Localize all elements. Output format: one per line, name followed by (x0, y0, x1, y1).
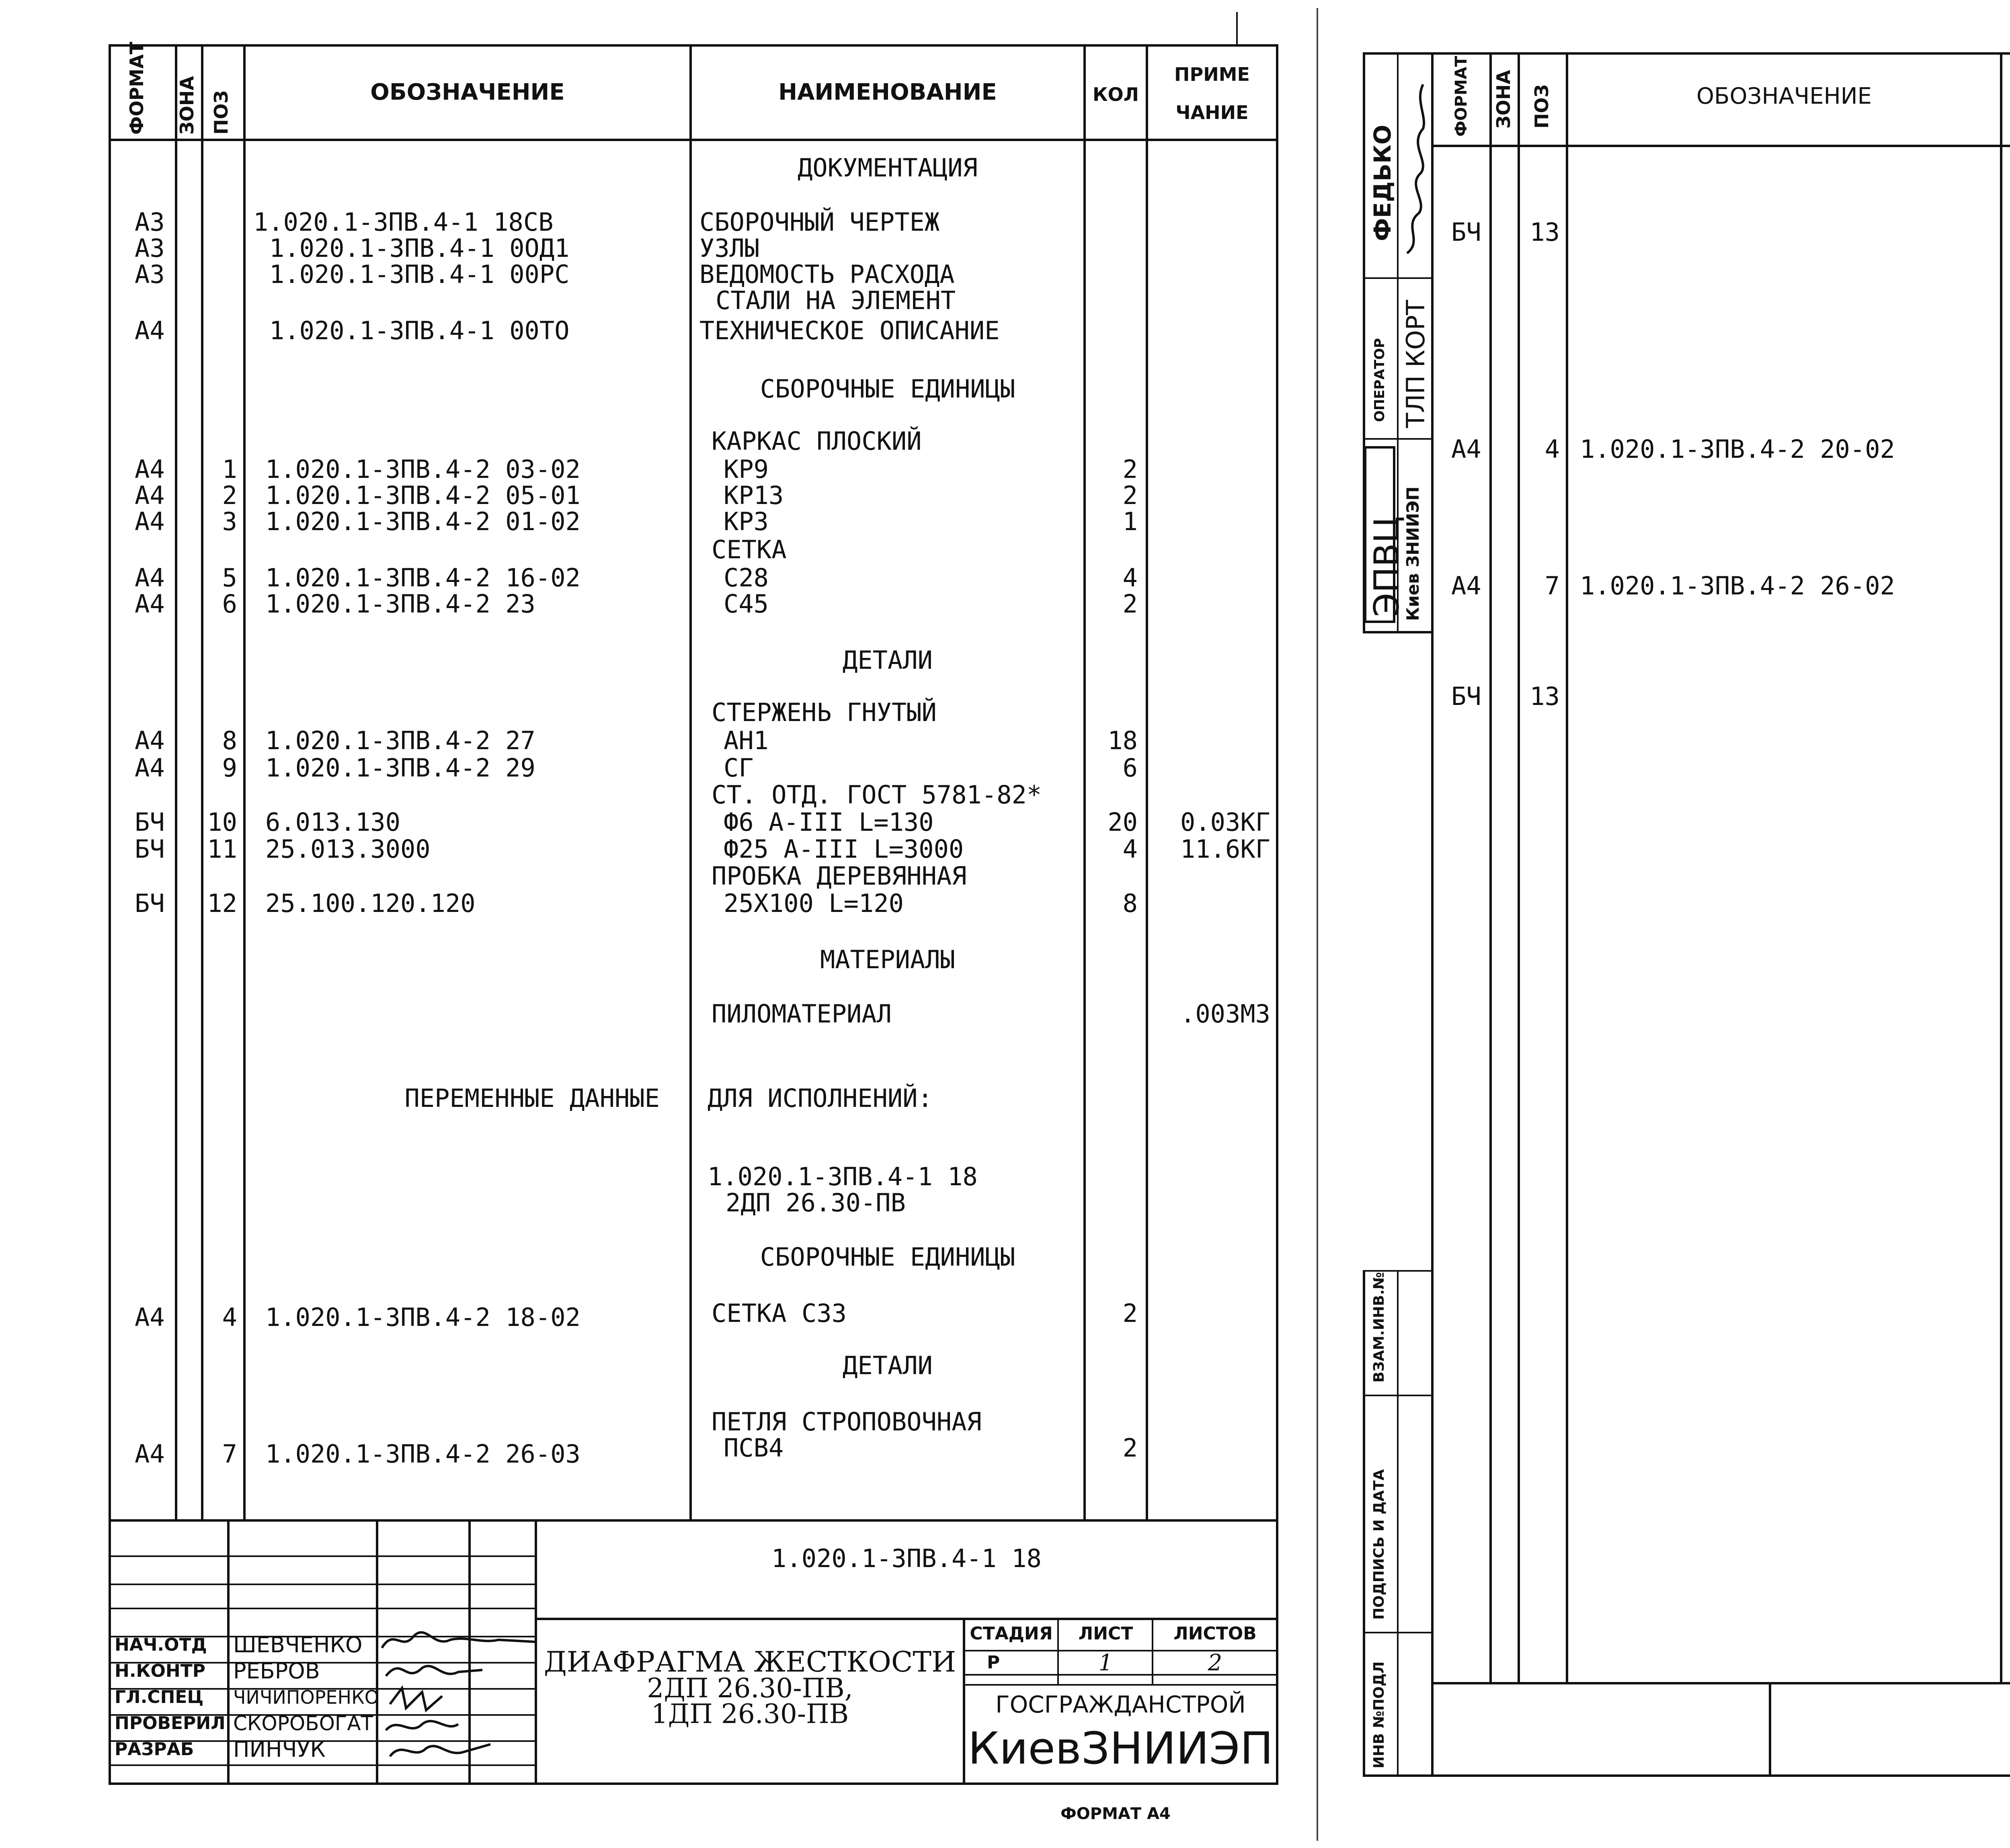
table-cell-designation: 1.020.1-3ПВ.4-2 26-02 (1580, 571, 1895, 600)
right-col-zone (1518, 52, 1520, 1684)
scan-mark (1236, 12, 1238, 44)
left-section-assembly: СБОРОЧНЫЕ ЕДИНИЦЫ (760, 374, 1015, 404)
table-cell-designation: 1.020.1-3ПВ.4-1 00РС (269, 260, 570, 289)
role-head-dept: НАЧ.ОТД (115, 1635, 207, 1655)
table-cell-name: КАРКАС ПЛОСКИЙ (712, 426, 922, 456)
stamp-signature-graphic (1399, 80, 1431, 261)
table-cell-name: АН1 (724, 726, 769, 755)
right-col-format (1489, 52, 1492, 1684)
left-col-format (175, 44, 177, 1519)
drawing-title-line2: 2ДП 26.30-ПВ, (647, 1673, 853, 1704)
left-section-assembly2: СБОРОЧНЫЕ ЕДИНИЦЫ (760, 1242, 1015, 1272)
table-cell-format: А4 (135, 1303, 165, 1332)
table-cell-qty: 8 (1122, 889, 1138, 918)
stage-label: СТАДИЯ (970, 1623, 1053, 1644)
table-cell-note: 11.6КГ (1180, 834, 1270, 864)
name-chief-spec: ЧИЧИПОРЕНКО (233, 1686, 379, 1708)
table-cell-pos: 12 (207, 889, 237, 918)
left-variant-code2: 2ДП 26.30-ПВ (726, 1188, 906, 1217)
right-top-border (1363, 52, 2010, 55)
table-cell-qty: 18 (1108, 726, 1138, 755)
table-cell-format: А4 (135, 481, 165, 510)
table-cell-designation: 1.020.1-3ПВ.4-2 16-02 (265, 563, 580, 592)
left-section-details: ДЕТАЛИ (843, 645, 933, 675)
page-fold-line (1317, 8, 1318, 1841)
right-inner-left (1431, 52, 1434, 1776)
table-cell-name: ТЕХНИЧЕСКОЕ ОПИСАНИЕ (699, 316, 1000, 345)
table-cell-name: УЗЛЫ (699, 234, 760, 263)
right-hdr-name (2002, 86, 2010, 111)
left-hdr-name: НАИМЕНОВАНИЕ (778, 79, 997, 105)
table-cell-format: А4 (135, 753, 165, 783)
signatures-graphic (378, 1624, 539, 1768)
left-hdr-pos: ПОЗ (210, 90, 232, 135)
table-cell-pos: 4 (1544, 434, 1560, 464)
table-cell-name: СБОРОЧНЫЙ ЧЕРТЕЖ (699, 207, 940, 237)
stamp-operator-label: ОПЕРАТОР (1372, 338, 1388, 422)
stamp-name: ФЕДЬКО (1369, 125, 1396, 241)
title-block-bottom (109, 1782, 1278, 1785)
table-cell-qty: 2 (1122, 455, 1138, 484)
table-cell-pos: 4 (222, 1303, 237, 1332)
table-cell-pos: 13 (1530, 217, 1560, 247)
drawing-title-line1: ДИАФРАГМА ЖЕСТКОСТИ (544, 1645, 956, 1678)
stamp-org-big: ЭПВЦ (1367, 516, 1407, 617)
table-cell-name: СТ. ОТД. ГОСТ 5781-82* (712, 780, 1042, 809)
table-cell-pos: 11 (207, 834, 237, 864)
stamp-operator-name: ТЛП КОРТ (1401, 300, 1430, 428)
right-hdr-designation: ОБОЗНАЧЕНИЕ (1696, 83, 1872, 109)
left-variable-data: ПЕРЕМЕННЫЕ ДАННЫЕ (404, 1084, 660, 1113)
table-cell-designation: 1.020.1-3ПВ.4-2 26-03 (265, 1439, 580, 1469)
table-cell-qty: 2 (1122, 1433, 1138, 1463)
left-outer-left (109, 44, 111, 1784)
tb-line (109, 1555, 535, 1557)
right-strip-bottom (1363, 1774, 2010, 1777)
right-section-details (2002, 490, 2010, 517)
left-hdr-note2: ЧАНИЕ (1175, 102, 1249, 123)
side-label-podpis: ПОДПИСЬ И ДАТА (1371, 1469, 1387, 1620)
table-cell-format: А4 (135, 1439, 165, 1469)
left-for-versions: ДЛЯ ИСПОЛНЕНИЙ: (708, 1084, 933, 1113)
left-variant-code1: 1.020.1-3ПВ.4-1 18 (708, 1162, 978, 1191)
table-cell-note: 0.03КГ (1180, 807, 1270, 837)
table-cell-pos: 7 (1544, 571, 1560, 600)
table-cell-format: БЧ (135, 834, 165, 864)
table-cell-pos: 3 (222, 507, 237, 536)
table-cell-name: ПРОБКА ДЕРЕВЯННАЯ (712, 861, 967, 891)
role-developed: РАЗРАБ (115, 1739, 194, 1760)
tb-line (963, 1684, 1278, 1686)
name-norm-control: РЕБРОВ (233, 1658, 320, 1684)
table-cell-name: СТАЛИ НА ЭЛЕМЕНТ (716, 286, 956, 315)
table-cell-designation: 6.013.130 (265, 807, 400, 837)
right-strip-top (1431, 1682, 2010, 1684)
table-cell-format: А3 (135, 260, 165, 289)
table-cell-designation: 1.020.1-3ПВ.4-2 05-01 (265, 481, 580, 510)
table-cell-pos: 8 (222, 726, 237, 755)
table-cell-name: СТЕРЖЕНЬ ГНУТЫЙ (712, 698, 937, 727)
right-hdr-format: ФОРМАТ (1452, 55, 1471, 137)
left-col-designation (689, 44, 692, 1519)
table-cell-name: С45 (724, 589, 769, 619)
right-section-materials1 (2002, 165, 2010, 191)
table-cell-designation: 1.020.1-3ПВ.4-1 0ОД1 (269, 234, 570, 263)
table-cell-name: СЕТКА С33 (712, 1299, 847, 1328)
sheet-value: 1 (1098, 1650, 1113, 1676)
name-head-dept: ШЕВЧЕНКО (233, 1632, 363, 1657)
right-section-materials2 (2002, 627, 2010, 654)
left-section-materials: МАТЕРИАЛЫ (820, 945, 955, 974)
table-cell-designation: 1.020.1-3ПВ.4-2 03-02 (265, 455, 580, 484)
table-cell-name: Ф25 А-III L=3000 (724, 834, 964, 864)
right-col-designation (2000, 52, 2002, 1684)
table-cell-note: .003М3 (1180, 999, 1270, 1028)
left-hdr-qty: КОЛ (1093, 84, 1139, 105)
sheets-value: 2 (1208, 1650, 1222, 1676)
table-cell-qty: 2 (1122, 1299, 1138, 1328)
table-cell-pos: 7 (222, 1439, 237, 1469)
table-cell-name: ПИЛОМАТЕРИАЛ (712, 999, 892, 1028)
table-cell-format: БЧ (1451, 682, 1481, 711)
right-side-left (1363, 1270, 1365, 1776)
table-cell-pos: 5 (222, 563, 237, 592)
left-top-border (109, 44, 1278, 47)
left-section-documentation: ДОКУМЕНТАЦИЯ (798, 153, 978, 182)
table-cell-format: А4 (135, 726, 165, 755)
left-hdr-designation: ОБОЗНАЧЕНИЕ (370, 79, 565, 105)
right-hdr-pos: ПОЗ (1531, 84, 1553, 129)
tb-vline (1152, 1618, 1153, 1684)
left-section-details2: ДЕТАЛИ (843, 1351, 933, 1380)
left-col-qty (1146, 44, 1148, 1519)
table-cell-name: ВЕДОМОСТЬ РАСХОДА (699, 260, 955, 289)
table-cell-format: А4 (1451, 571, 1481, 600)
left-hdr-format: ФОРМАТ (126, 41, 148, 135)
side-label-inv: ИНВ №ПОДЛ (1371, 1661, 1387, 1768)
tb-line (535, 1618, 1278, 1620)
table-cell-designation: 1.020.1-3ПВ.4-1 18СВ (253, 207, 554, 237)
table-cell-designation: 1.020.1-3ПВ.4-2 29 (265, 753, 535, 783)
table-cell-pos: 6 (222, 589, 237, 619)
table-cell-format: А4 (135, 589, 165, 619)
table-cell-qty: 6 (1122, 753, 1138, 783)
doc-code: 1.020.1-3ПВ.4-1 18 (771, 1544, 1042, 1573)
table-cell-designation: 25.100.120.120 (265, 889, 476, 918)
table-cell-designation: 25.013.3000 (265, 834, 431, 864)
table-cell-pos: 2 (222, 481, 237, 510)
left-col-zone (201, 44, 203, 1519)
table-cell-name: ПСВ4 (724, 1433, 784, 1463)
tb-line (109, 1608, 535, 1609)
left-col-name (1083, 44, 1086, 1519)
table-cell-name: СГ (724, 753, 754, 783)
table-cell-designation: 1.020.1-3ПВ.4-2 20-02 (1580, 434, 1895, 464)
side-label-vzam: ВЗАМ.ИНВ.№ (1371, 1272, 1387, 1383)
table-cell-qty: 20 (1108, 807, 1138, 837)
table-cell-pos: 13 (1530, 682, 1560, 711)
table-cell-designation: 1.020.1-3ПВ.4-2 18-02 (265, 1303, 580, 1332)
table-cell-designation: 1.020.1-3ПВ.4-2 01-02 (265, 507, 580, 536)
table-cell-format: БЧ (135, 807, 165, 837)
drawing-title-line3: 1ДП 26.30-ПВ (651, 1698, 849, 1729)
table-cell-designation: 1.020.1-3ПВ.4-1 00ТО (269, 316, 570, 345)
table-cell-pos: 10 (207, 807, 237, 837)
left-outer-right (1276, 44, 1278, 1784)
role-chief-spec: ГЛ.СПЕЦ (115, 1687, 204, 1707)
org-institute: КиевЗНИИЭП (968, 1723, 1274, 1774)
table-cell-qty: 2 (1122, 481, 1138, 510)
table-cell-format: БЧ (1451, 217, 1481, 247)
org-ministry: ГОСГРАЖДАНСТРОЙ (995, 1691, 1246, 1718)
table-cell-format: А4 (135, 455, 165, 484)
left-hdr-zone: ЗОНА (176, 76, 198, 135)
table-cell-name: Ф6 А-III L=130 (724, 807, 934, 837)
table-cell-qty: 2 (1122, 589, 1138, 619)
right-section-assembly (2002, 382, 2010, 408)
table-cell-designation: 1.020.1-3ПВ.4-2 23 (265, 589, 535, 619)
role-norm-control: Н.КОНТР (115, 1661, 205, 1681)
name-developed: ПИНЧУК (233, 1737, 326, 1762)
right-col-pos (1566, 52, 1568, 1684)
stamp-org-small: Киев ЗНИИЭП (1403, 486, 1423, 621)
stamp-line (1363, 631, 1431, 633)
title-block-top (109, 1519, 1278, 1522)
right-hdr-zone: ЗОНА (1493, 70, 1514, 129)
table-cell-format: БЧ (135, 889, 165, 918)
stage-value: Р (987, 1652, 1000, 1673)
table-cell-qty: 4 (1122, 834, 1138, 864)
table-cell-format: А3 (135, 234, 165, 263)
name-checked: СКОРОБОГАТ (233, 1712, 373, 1735)
table-cell-format: А4 (135, 316, 165, 345)
table-cell-qty: 4 (1122, 563, 1138, 592)
tb-vline (1057, 1618, 1059, 1684)
right-doc-code (1771, 1712, 2010, 1739)
table-cell-name: 25Х100 L=120 (724, 889, 904, 918)
table-cell-name: С28 (724, 563, 769, 592)
tb-vline (227, 1519, 230, 1782)
left-hdr-note1: ПРИМЕ (1174, 64, 1250, 85)
table-cell-name: ПЕТЛЯ СТРОПОВОЧНАЯ (712, 1407, 982, 1436)
left-format-label: ФОРМАТ А4 (1060, 1805, 1171, 1823)
table-cell-format: А4 (1451, 434, 1481, 464)
sheet-label: ЛИСТ (1078, 1623, 1133, 1644)
table-cell-qty: 1 (1122, 507, 1138, 536)
table-cell-format: А3 (135, 207, 165, 237)
table-cell-pos: 1 (222, 455, 237, 484)
table-cell-name: КР9 (724, 455, 769, 484)
role-checked: ПРОВЕРИЛ (115, 1713, 226, 1733)
table-cell-name: КР13 (724, 481, 784, 510)
left-header-bottom (109, 139, 1278, 141)
tb-line (109, 1584, 535, 1585)
table-cell-format: А4 (135, 507, 165, 536)
table-cell-name: КР3 (724, 507, 769, 536)
table-cell-pos: 9 (222, 753, 237, 783)
sheets-label: ЛИСТОВ (1173, 1623, 1257, 1644)
left-col-pos (243, 44, 246, 1519)
table-cell-designation: 1.020.1-3ПВ.4-2 27 (265, 726, 535, 755)
table-cell-name: СЕТКА (712, 535, 787, 564)
side-vline (1397, 1270, 1399, 1776)
table-cell-format: А4 (135, 563, 165, 592)
